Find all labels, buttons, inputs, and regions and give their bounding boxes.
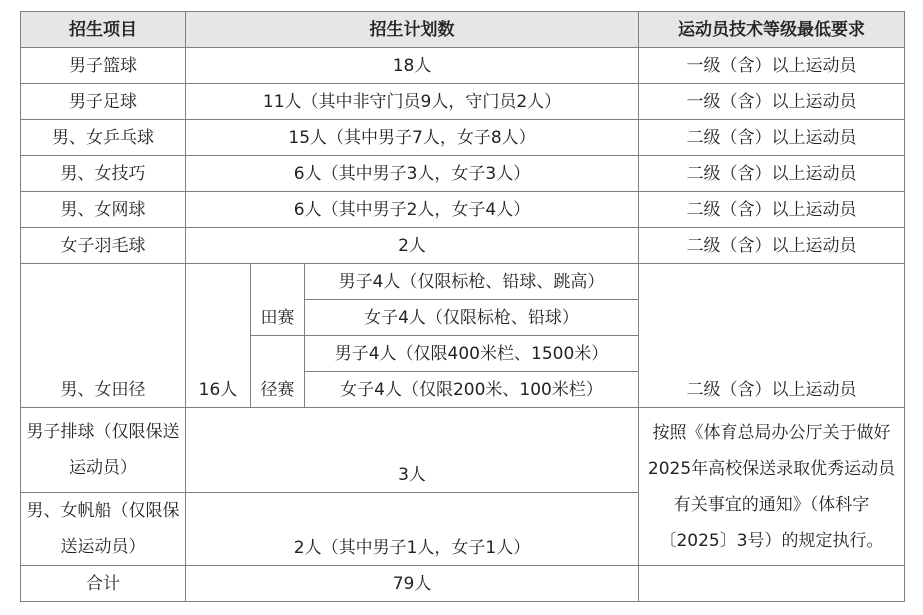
field-event-women: 女子4人（仅限标枪、铅球）: [305, 300, 639, 336]
requirement-cell: 二级（含）以上运动员: [639, 120, 905, 156]
total-label: 合计: [21, 566, 186, 602]
enrollment-plan-table: [20, 11, 905, 602]
plan-cell: 2人: [186, 228, 639, 264]
total-requirement: [639, 566, 905, 602]
volleyball-plan-cell: 3人: [186, 408, 639, 493]
special-requirement-note: 按照《体育总局办公厅关于做好2025年高校保送录取优秀运动员有关事宜的通知》（体科字〔2025〕3号）的规定执行。: [639, 408, 905, 566]
plan-cell: 6人（其中男子2人，女子4人）: [186, 192, 639, 228]
track-event-men: 男子4人（仅限400米栏、1500米）: [305, 336, 639, 372]
requirement-cell: 二级（含）以上运动员: [639, 192, 905, 228]
field-event-label: 田赛: [251, 264, 305, 336]
table-row: [21, 228, 905, 264]
table-row: [21, 192, 905, 228]
header-project: 招生项目: [21, 12, 186, 48]
requirement-cell: 二级（含）以上运动员: [639, 156, 905, 192]
header-requirement: 运动员技术等级最低要求: [639, 12, 905, 48]
header-plan: 招生计划数: [186, 12, 639, 48]
athletics-project-cell: 男、女田径: [21, 264, 186, 408]
total-row: [21, 566, 905, 602]
requirement-cell: 一级（含）以上运动员: [639, 48, 905, 84]
plan-cell: 15人（其中男子7人，女子8人）: [186, 120, 639, 156]
track-event-women: 女子4人（仅限200米、100米栏）: [305, 372, 639, 408]
field-event-men: 男子4人（仅限标枪、铅球、跳高）: [305, 264, 639, 300]
requirement-cell: 一级（含）以上运动员: [639, 84, 905, 120]
project-cell: 男、女乒乓球: [21, 120, 186, 156]
athletics-row-field-men: [21, 264, 905, 300]
table-row: [21, 48, 905, 84]
project-cell: 女子羽毛球: [21, 228, 186, 264]
plan-cell: 11人（其中非守门员9人，守门员2人）: [186, 84, 639, 120]
athletics-total-cell: 16人: [186, 264, 251, 408]
athletics-requirement-cell: 二级（含）以上运动员: [639, 264, 905, 408]
project-cell: 男、女技巧: [21, 156, 186, 192]
requirement-cell: 二级（含）以上运动员: [639, 228, 905, 264]
table-row: [21, 156, 905, 192]
table-row: [21, 84, 905, 120]
volleyball-project-cell: 男子排球（仅限保送运动员）: [21, 408, 186, 493]
project-cell: 男子篮球: [21, 48, 186, 84]
sailing-plan-cell: 2人（其中男子1人，女子1人）: [186, 493, 639, 566]
project-cell: 男、女网球: [21, 192, 186, 228]
plan-cell: 18人: [186, 48, 639, 84]
table-row: [21, 120, 905, 156]
sailing-project-cell: 男、女帆船（仅限保送运动员）: [21, 493, 186, 566]
total-value: 79人: [186, 566, 639, 602]
plan-cell: 6人（其中男子3人，女子3人）: [186, 156, 639, 192]
header-row: [21, 12, 905, 48]
track-event-label: 径赛: [251, 336, 305, 408]
volleyball-row: [21, 408, 905, 493]
project-cell: 男子足球: [21, 84, 186, 120]
